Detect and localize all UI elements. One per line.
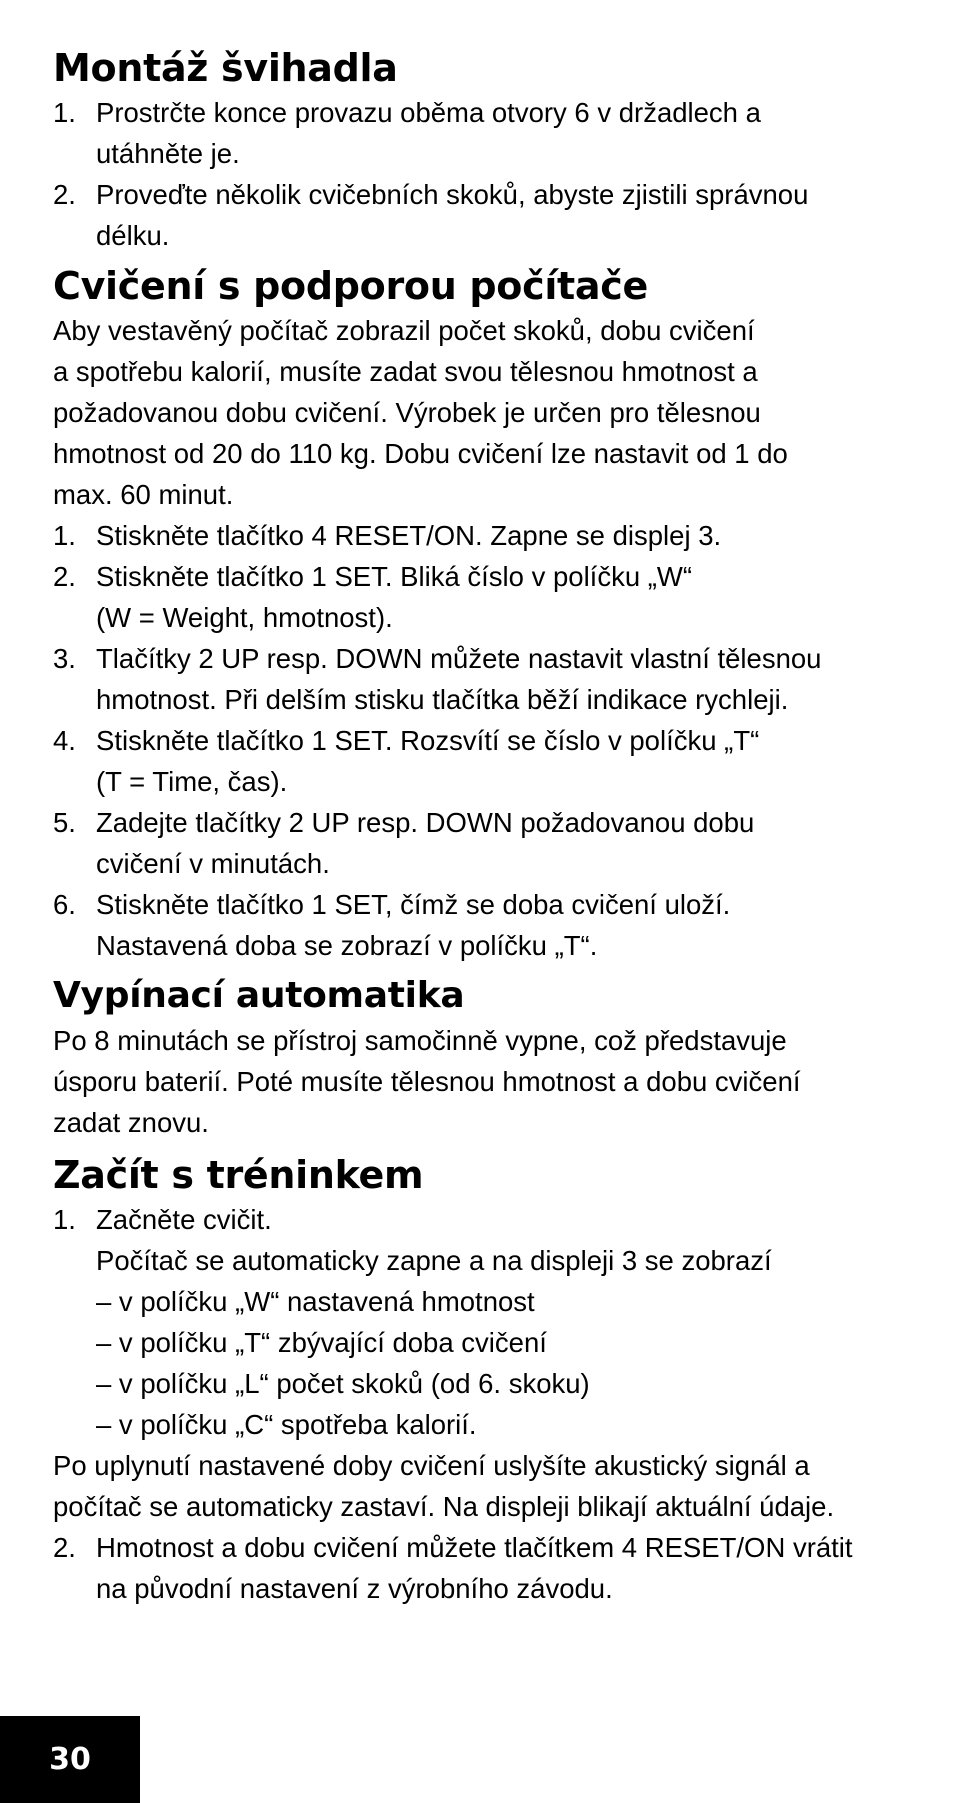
list-item: – v políčku „L“ počet skoků (od 6. skoku) <box>96 1368 590 1399</box>
section-title-training: Začít s tréninkem <box>53 1153 424 1197</box>
list-item <box>53 92 933 174</box>
step-text: Stiskněte tlačítko 1 SET. Rozsvítí se číslo v políčku „T“ <box>96 725 760 756</box>
section-title-computer: Cvičení s podporou počítače <box>53 264 648 308</box>
list-item: – v políčku „T“ zbývající doba cvičení <box>96 1327 547 1358</box>
step-text: Nastavená doba se zobrazí v políčku „T“. <box>96 930 598 961</box>
autooff-paragraph <box>53 1020 933 1143</box>
paragraph-line: počítač se automaticky zastaví. Na displeji blikají aktuální údaje. <box>53 1491 835 1522</box>
step-text: Začněte cvičit. <box>96 1204 272 1235</box>
step-number: 2. <box>53 1532 76 1563</box>
training-steps-1 <box>53 1199 933 1445</box>
step-text: hmotnost. Při delším stisku tlačítka běží indikace rychleji. <box>96 684 789 715</box>
step-number: 2. <box>53 179 76 210</box>
list-item <box>53 802 933 884</box>
list-item <box>53 720 933 802</box>
step-text: Počítač se automaticky zapne a na displeji 3 se zobrazí <box>96 1245 772 1276</box>
step-text: utáhněte je. <box>96 138 240 169</box>
paragraph-line: max. 60 minut. <box>53 479 234 510</box>
paragraph-line: Aby vestavěný počítač zobrazil počet skoků, dobu cvičení <box>53 315 755 346</box>
list-item <box>53 556 933 638</box>
step-text: Prostrčte konce provazu oběma otvory 6 v držadlech a <box>96 97 761 128</box>
intro-paragraph <box>53 310 933 515</box>
list-item: – v políčku „W“ nastavená hmotnost <box>96 1286 535 1317</box>
paragraph-line: Po 8 minutách se přístroj samočinně vypne, což představuje <box>53 1025 787 1056</box>
step-text: na původní nastavení z výrobního závodu. <box>96 1573 613 1604</box>
paragraph-line: Po uplynutí nastavené doby cvičení uslyšíte akustický signál a <box>53 1450 810 1481</box>
step-number: 1. <box>53 97 76 128</box>
list-item <box>53 638 933 720</box>
step-number: 5. <box>53 807 76 838</box>
list-item <box>53 174 933 256</box>
step-number: 1. <box>53 1204 76 1235</box>
section-title-autooff: Vypínací automatika <box>53 975 465 1016</box>
computer-steps <box>53 515 933 966</box>
step-number: 1. <box>53 520 76 551</box>
section-title-assembly: Montáž švihadla <box>53 46 398 90</box>
step-number: 4. <box>53 725 76 756</box>
page-number: 30 <box>0 1716 140 1803</box>
step-text: Stiskněte tlačítko 4 RESET/ON. Zapne se displej 3. <box>96 520 722 551</box>
display-fields-list <box>96 1281 933 1445</box>
step-text: Tlačítky 2 UP resp. DOWN můžete nastavit vlastní tělesnou <box>96 643 822 674</box>
step-text: Stiskněte tlačítko 1 SET. Bliká číslo v políčku „W“ <box>96 561 693 592</box>
step-number: 3. <box>53 643 76 674</box>
paragraph-line: a spotřebu kalorií, musíte zadat svou tělesnou hmotnost a <box>53 356 758 387</box>
assembly-steps <box>53 92 933 256</box>
step-number: 2. <box>53 561 76 592</box>
manual-page <box>53 44 933 1609</box>
step-text: Stiskněte tlačítko 1 SET, čímž se doba cvičení uloží. <box>96 889 731 920</box>
step-text: Hmotnost a dobu cvičení můžete tlačítkem 4 RESET/ON vrátit <box>96 1532 853 1563</box>
paragraph-line: úsporu baterií. Poté musíte tělesnou hmotnost a dobu cvičení <box>53 1066 801 1097</box>
step-text: (T = Time, čas). <box>96 766 288 797</box>
list-item <box>53 884 933 966</box>
step-text: (W = Weight, hmotnost). <box>96 602 393 633</box>
list-item: – v políčku „C“ spotřeba kalorií. <box>96 1409 477 1440</box>
step-text: Proveďte několik cvičebních skoků, abyste zjistili správnou <box>96 179 809 210</box>
list-item <box>53 1527 933 1609</box>
training-paragraph <box>53 1445 933 1527</box>
list-item <box>53 515 933 556</box>
step-text: Zadejte tlačítky 2 UP resp. DOWN požadovanou dobu <box>96 807 755 838</box>
training-steps-2 <box>53 1527 933 1609</box>
step-number: 6. <box>53 889 76 920</box>
step-text: cvičení v minutách. <box>96 848 330 879</box>
list-item <box>53 1199 933 1445</box>
paragraph-line: zadat znovu. <box>53 1107 209 1138</box>
paragraph-line: požadovanou dobu cvičení. Výrobek je určen pro tělesnou <box>53 397 761 428</box>
step-text: délku. <box>96 220 170 251</box>
paragraph-line: hmotnost od 20 do 110 kg. Dobu cvičení lze nastavit od 1 do <box>53 438 788 469</box>
